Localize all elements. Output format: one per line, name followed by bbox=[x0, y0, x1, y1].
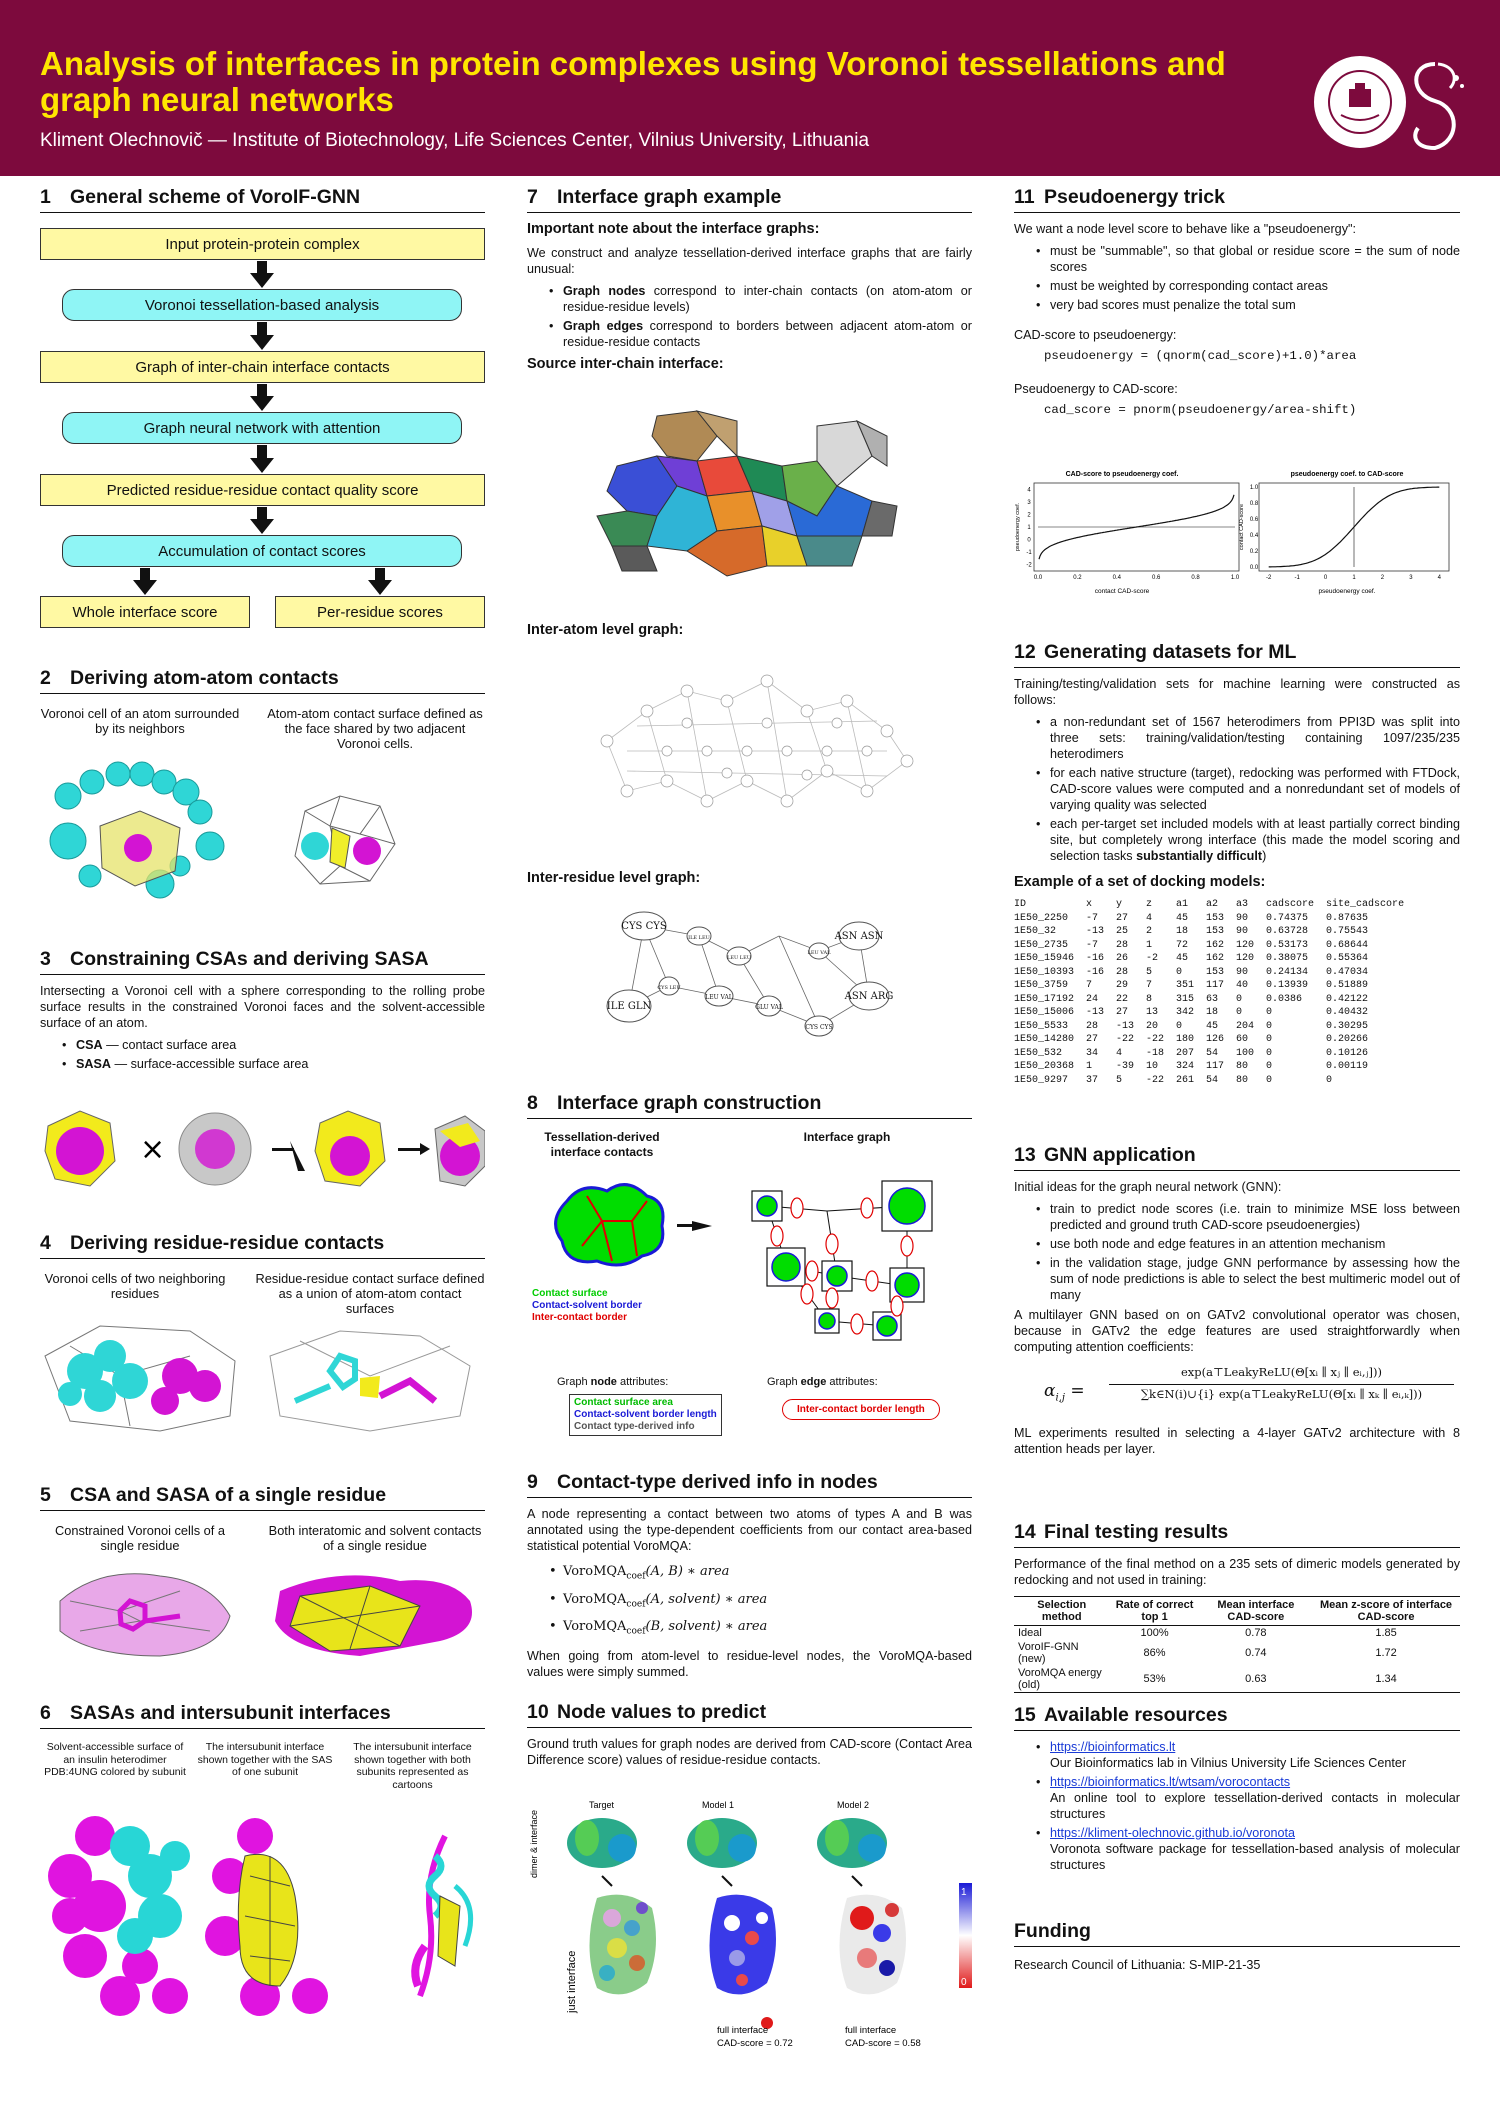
resource-item: • https://kliment-olechnovic.github.io/voronota Voronota software package for tessellation-based analysis of molecular structures bbox=[1014, 1825, 1460, 1873]
svg-text:contact CAD-score: contact CAD-score bbox=[1239, 503, 1245, 551]
y-tick-label: 0 bbox=[1027, 537, 1031, 544]
subheading: Example of a set of docking models: bbox=[1014, 874, 1266, 890]
voronoi-atom-figure bbox=[40, 756, 485, 906]
caption-right: Atom-atom contact surface defined as the face shared by two adjacent Voronoi cells. bbox=[267, 706, 483, 751]
scheme-box-predicted: Predicted residue-residue contact quality score bbox=[40, 474, 485, 506]
x-tick-label: 2 bbox=[1380, 575, 1385, 581]
table-row: 1E50_2735 -7 28 1 72 162 120 0.53173 0.68644 bbox=[1014, 939, 1369, 951]
scheme-box-accumulation: Accumulation of contact scores bbox=[62, 535, 462, 567]
section-text: A node representing a contact between two atoms of types A and B was annotated using the type-dependent coefficients from our contact area-based statistical potential VoroMQA: bbox=[527, 1507, 972, 1553]
plot-title: pseudoenergy coef. to CAD-score bbox=[1290, 471, 1404, 478]
bullet: • Graph edges correspond to borders between adjacent atom-atom or residue-residue contacts bbox=[527, 318, 972, 350]
x-tick-label: 0.8 bbox=[1191, 575, 1200, 581]
scheme-box-gnn: Graph neural network with attention bbox=[62, 412, 462, 444]
residue-node: CYS CYS bbox=[805, 1024, 833, 1031]
scheme-box-input: Input protein-protein complex bbox=[40, 228, 485, 260]
section-title: 15 Available resources bbox=[1014, 1704, 1460, 1731]
table-row: Ideal 100% 0.78 1.85 bbox=[1018, 1627, 1397, 1639]
svg-text:0: 0 bbox=[961, 1977, 967, 1988]
row-label: dimer & interface bbox=[529, 1809, 539, 1878]
plot-title: CAD-score to pseudoenergy coef. bbox=[1065, 471, 1179, 478]
inter-atom-graph bbox=[587, 651, 927, 821]
cad-caption: full interface bbox=[845, 2025, 897, 2036]
scheme-box-whole: Whole interface score bbox=[40, 596, 250, 628]
x-tick-label: 0.2 bbox=[1073, 575, 1082, 581]
subheading: Important note about the interface graphs: bbox=[527, 221, 820, 237]
bullet: • for each native structure (target), redocking was performed with FTDock, CAD-score values were computed and a nonredundant set of models of varying quality was selected bbox=[1014, 765, 1460, 813]
y-tick-label: 1.0 bbox=[1249, 485, 1259, 491]
resource-item: • https://bioinformatics.lt/wtsam/vorocontacts An online tool to explore tessellation-derived contacts in molecular structures bbox=[1014, 1774, 1460, 1822]
y-tick-label: 1 bbox=[1027, 525, 1031, 531]
section-7 bbox=[527, 186, 972, 380]
table-row: 1E50_5533 28 -13 20 0 45 204 0 0.30295 bbox=[1014, 1020, 1369, 1032]
bullet: • a non-redundant set of 1567 heterodimers from PPI3D was split into three sets: training/validation/testing containing 1097/235/235 heterodimers bbox=[1014, 714, 1460, 762]
section-title: 13 GNN application bbox=[1014, 1144, 1460, 1171]
single-residue-figure bbox=[40, 1561, 485, 1661]
construction-figure bbox=[527, 1166, 972, 1341]
node-attr-box: Contact surface area Contact-solvent border length Contact type-derived info bbox=[569, 1394, 722, 1436]
x-tick-label: 1 bbox=[1352, 575, 1356, 581]
y-tick-label: 4 bbox=[1027, 487, 1031, 494]
bullet: • in the validation stage, judge GNN performance by assessing how the sum of node predictions is able to select the best multimeric model out of many bbox=[1014, 1255, 1460, 1303]
x-tick-label: 4 bbox=[1437, 575, 1441, 581]
bullet: • SASA — surface-accessible surface area bbox=[40, 1056, 485, 1072]
subheading: Source inter-chain interface: bbox=[527, 356, 724, 372]
y-tick-label: 2 bbox=[1027, 512, 1031, 519]
section-2 bbox=[40, 667, 485, 702]
row-label: just interface bbox=[566, 1950, 578, 2013]
x-tick-label: -2 bbox=[1266, 575, 1272, 581]
caption-1: Solvent-accessible surface of an insulin heterodimer PDB:4UNG colored by subunit bbox=[44, 1741, 186, 1778]
gatv2-formula: $\alpha_{i,j}$ = exp(a⊤LeakyReLU(Θ[xᵢ ∥ xⱼ ∥ eᵢ,ⱼ])) ∑k∈N(i)∪{i} exp(a⊤LeakyReLU(Θ[xᵢ ∥ xₖ ∥ eᵢ,ₖ])) bbox=[1014, 1363, 1460, 1419]
section-title: 1 General scheme of VoroIF-GNN bbox=[40, 186, 485, 213]
col-label: Model 2 bbox=[837, 1800, 870, 1810]
formula: • VoroMQA$_{coef}$(A, B) ∗ area bbox=[527, 1562, 972, 1587]
section-text: Training/testing/validation sets for machine learning were constructed as follows: bbox=[1014, 677, 1460, 707]
x-tick-label: 0 bbox=[1323, 575, 1328, 581]
node-attr-label: Graph node attributes: bbox=[557, 1376, 669, 1388]
section-text: Intersecting a Voronoi cell with a sphere corresponding to the rolling probe surface results in the constrained Voronoi faces and the solvent-accessible surface of an atom. bbox=[40, 984, 485, 1030]
resource-link[interactable]: https://bioinformatics.lt/wtsam/vorocontacts bbox=[1050, 1775, 1291, 1789]
legend-inter-contact: Inter-contact border bbox=[532, 1312, 628, 1323]
caption-2: The intersubunit interface shown together with the SAS of one subunit bbox=[197, 1741, 333, 1778]
svg-text:pseudoenergy coef.: pseudoenergy coef. bbox=[1318, 588, 1376, 595]
scheme-arrows bbox=[40, 186, 485, 631]
x-tick-label: -1 bbox=[1294, 575, 1300, 581]
section-4 bbox=[40, 1232, 485, 1267]
residue-contacts-figure bbox=[40, 1316, 485, 1436]
funding-section bbox=[1014, 1920, 1460, 1973]
section-text-3: ML experiments resulted in selecting a 4-layer GATv2 architecture with 8 attention heads per layer. bbox=[1014, 1426, 1460, 1456]
bullet: • must be weighted by corresponding contact areas bbox=[1014, 278, 1460, 294]
caption-left: Voronoi cell of an atom surrounded by its neighbors bbox=[40, 706, 240, 736]
section-title: 7 Interface graph example bbox=[527, 186, 972, 213]
y-tick-label: -2 bbox=[1026, 562, 1032, 569]
table-row: 1E50_14280 27 -22 -22 180 126 60 0 0.20266 bbox=[1014, 1034, 1369, 1045]
scheme-box-per-residue: Per-residue scores bbox=[275, 596, 485, 628]
residue-node: ASN ARG bbox=[844, 991, 894, 1002]
section-text: Initial ideas for the graph neural network (GNN): bbox=[1014, 1180, 1282, 1194]
intersubunit-figure bbox=[40, 1796, 485, 2036]
y-tick-label: -1 bbox=[1026, 550, 1032, 556]
resource-link[interactable]: https://kliment-olechnovic.github.io/voronota bbox=[1050, 1826, 1296, 1840]
table-row: 1E50_2250 -7 27 4 45 153 90 0.74375 0.87635 bbox=[1014, 912, 1369, 924]
cad-caption: CAD-score = 0.58 bbox=[845, 2038, 921, 2049]
constraining-figure bbox=[40, 1101, 485, 1196]
residue-node: ILE GLN bbox=[606, 1001, 652, 1012]
section-9 bbox=[527, 1471, 972, 1680]
label-1: CAD-score to pseudoenergy: bbox=[1014, 328, 1177, 342]
legend-contact-surface: Contact surface bbox=[532, 1288, 608, 1299]
col-label: Model 1 bbox=[702, 1800, 735, 1810]
table-row: 1E50_3759 7 29 7 351 117 40 0.13939 0.51889 bbox=[1014, 980, 1369, 991]
residue-node: ASN ASN bbox=[834, 931, 884, 942]
section-title: 6 SASAs and intersubunit interfaces bbox=[40, 1702, 485, 1729]
bullet: • very bad scores must penalize the total sum bbox=[1014, 297, 1460, 313]
residue-node: CYS CYS bbox=[621, 921, 667, 932]
pseudoenergy-plots bbox=[1014, 466, 1460, 596]
caption-left: Constrained Voronoi cells of a single residue bbox=[54, 1523, 225, 1553]
cad-caption: full interface bbox=[717, 2025, 769, 2036]
section-3 bbox=[40, 948, 485, 1076]
section-text-2: A multilayer GNN based on on GATv2 convolutional operator was chosen, because in GATv2 the edge features are used straightforwardly when computing attention coefficients: bbox=[1014, 1308, 1460, 1354]
section-text: Ground truth values for graph nodes are derived from CAD-score (Contact Area Difference score) values of residue-residue contacts. bbox=[527, 1737, 972, 1767]
code-2: cad_score = pnorm(pseudoenergy/area-shift) bbox=[1044, 403, 1357, 417]
residue-node: LEU LEU bbox=[727, 955, 751, 961]
section-title: 9 Contact-type derived info in nodes bbox=[527, 1471, 972, 1498]
bullet: • CSA — contact surface area bbox=[40, 1037, 485, 1053]
section-text: Performance of the final method on a 235 sets of dimeric models generated by redocking and not used in training: bbox=[1014, 1557, 1460, 1587]
label-2: Pseudoenergy to CAD-score: bbox=[1014, 382, 1178, 396]
svg-text:×: × bbox=[140, 1132, 166, 1167]
source-interface-figure bbox=[587, 406, 907, 581]
table-row: 1E50_15946 -16 26 -2 45 162 120 0.38075 0.55364 bbox=[1014, 953, 1369, 964]
table-row: VoroMQA energy (old) 53% 0.63 1.34 bbox=[1014, 1666, 1460, 1693]
section-8 bbox=[527, 1092, 972, 1127]
y-tick-label: 0.2 bbox=[1249, 549, 1259, 555]
code-1: pseudoenergy = (qnorm(cad_score)+1.0)*area bbox=[1044, 349, 1357, 363]
inter-residue-graph bbox=[599, 896, 899, 1046]
table-row: 1E50_32 -13 25 2 18 153 90 0.63728 0.75543 bbox=[1014, 926, 1369, 937]
residue-node: LEU VAL bbox=[705, 994, 733, 1001]
docking-table bbox=[1014, 912, 1460, 1088]
section-15 bbox=[1014, 1704, 1460, 1877]
funding-text: Research Council of Lithuania: S-MIP-21-35 bbox=[1014, 1958, 1261, 1972]
legend-contact-solvent: Contact-solvent border bbox=[532, 1300, 643, 1311]
node-values-figure bbox=[527, 1798, 972, 2053]
section-12 bbox=[1014, 641, 1460, 1087]
table-row: 1E50_15006 -13 27 13 342 18 0 0 0.40432 bbox=[1014, 1007, 1369, 1018]
vilnius-university-logo bbox=[1311, 53, 1409, 151]
col-label: Target bbox=[589, 1800, 615, 1810]
caption-right: Residue-residue contact surface defined as a union of atom-atom contact surfaces bbox=[255, 1271, 485, 1316]
bullet: • Graph nodes correspond to inter-chain contacts (on atom-atom or residue-residue levels) bbox=[527, 283, 972, 315]
caption-3: The intersubunit interface shown together with both subunits represented as cartoons bbox=[353, 1741, 472, 1791]
section-title: 5 CSA and SASA of a single residue bbox=[40, 1484, 485, 1511]
section-title: 2 Deriving atom-atom contacts bbox=[40, 667, 485, 694]
y-tick-label: 0.6 bbox=[1249, 517, 1259, 523]
section-title: 8 Interface graph construction bbox=[527, 1092, 972, 1119]
section-11 bbox=[1014, 186, 1460, 417]
section-text: We construct and analyze tessellation-derived interface graphs that are fairly unusual: bbox=[527, 246, 972, 276]
y-tick-label: 0.8 bbox=[1249, 501, 1259, 507]
section-title: 11 Pseudoenergy trick bbox=[1014, 186, 1460, 213]
edge-attr-label: Graph edge attributes: bbox=[767, 1376, 878, 1388]
section-title: 3 Constraining CSAs and deriving SASA bbox=[40, 948, 485, 975]
svg-text:1: 1 bbox=[961, 1887, 967, 1898]
bullet: • must be "summable", so that global or residue score = the sum of node scores bbox=[1014, 243, 1460, 275]
docking-table-header: ID x y z a1 a2 a3 cadscore site_cadscore bbox=[1014, 899, 1405, 910]
svg-text:pseudoenergy coef.: pseudoenergy coef. bbox=[1015, 502, 1021, 552]
formula: • VoroMQA$_{coef}$(A, solvent) ∗ area bbox=[527, 1590, 972, 1615]
edge-attr-box: Inter-contact border length bbox=[782, 1399, 940, 1420]
formula: • VoroMQA$_{coef}$(B, solvent) ∗ area bbox=[527, 1617, 972, 1642]
poster-author: Kliment Olechnovič — Institute of Biotechnology, Life Sciences Center, Vilnius University, Lithuania bbox=[40, 130, 870, 151]
cad-caption: CAD-score = 0.72 bbox=[717, 2038, 793, 2049]
caption-right: Both interatomic and solvent contacts of a single residue bbox=[268, 1523, 482, 1553]
table-row: 1E50_10393 -16 28 5 0 153 90 0.24134 0.47034 bbox=[1014, 966, 1369, 978]
svg-text:contact CAD-score: contact CAD-score bbox=[1094, 588, 1150, 595]
residue-node: CYS LEU bbox=[657, 985, 681, 991]
section-title: 14 Final testing results bbox=[1014, 1521, 1460, 1548]
caption-left: Voronoi cells of two neighboring residues bbox=[44, 1271, 226, 1301]
y-tick-label: 0.4 bbox=[1249, 533, 1259, 539]
section-6 bbox=[40, 1702, 485, 1737]
lsc-logo bbox=[1400, 56, 1470, 156]
section-14 bbox=[1014, 1521, 1460, 1693]
section-text-2: When going from atom-level to residue-level nodes, the VoroMQA-based values were simply summed. bbox=[527, 1648, 972, 1679]
x-tick-label: 0.4 bbox=[1112, 575, 1121, 581]
residue-node: LEU VAL bbox=[807, 950, 831, 956]
x-tick-label: 0.0 bbox=[1033, 575, 1043, 581]
section-text: We want a node level score to behave like a "pseudoenergy": bbox=[1014, 222, 1356, 236]
table-row: 1E50_532 34 4 -18 207 54 100 0 0.10126 bbox=[1014, 1047, 1369, 1059]
cad-color-scale bbox=[959, 1883, 972, 1988]
poster-title: Analysis of interfaces in protein complexes using Voronoi tessellations and graph neural networks bbox=[40, 45, 1226, 118]
scheme-box-graph: Graph of inter-chain interface contacts bbox=[40, 351, 485, 383]
bullet: • train to predict node scores (i.e. train to minimize MSE loss between predicted and ground truth CAD-score pseudoenergies) bbox=[1014, 1201, 1460, 1233]
section-title: Funding bbox=[1014, 1920, 1460, 1947]
bullet: • each per-target set included models with at least partially correct binding site, but completely wrong interface (this made the model scoring and selection tasks substantially difficult) bbox=[1014, 816, 1460, 864]
section-title: 12 Generating datasets for ML bbox=[1014, 641, 1460, 668]
resource-item: • https://bioinformatics.lt Our Bioinformatics lab in Vilnius University Life Sciences Center bbox=[1014, 1739, 1460, 1771]
results-table: Selection method Rate of correct top 1 Mean interface CAD-score Mean z-score of interface CAD-score Ideal 100% 0.78 1.85 VoroIF-GNN (new) 86% 0.74 1.72 VoroMQA energy (old) 53% 0.63 1.34 bbox=[1014, 1596, 1460, 1693]
y-tick-label: 3 bbox=[1027, 500, 1031, 506]
section-10 bbox=[527, 1701, 972, 1768]
table-row: 1E50_17192 24 22 8 315 63 0 0.0386 0.42122 bbox=[1014, 993, 1369, 1005]
x-tick-label: 3 bbox=[1409, 575, 1413, 581]
residue-node: ILE LEU bbox=[688, 935, 710, 941]
construction-left-title: Tessellation-derived interface contacts bbox=[544, 1130, 660, 1159]
section-5 bbox=[40, 1484, 485, 1519]
construction-right-title: Interface graph bbox=[803, 1130, 891, 1144]
section-13 bbox=[1014, 1144, 1460, 1457]
table-row: VoroIF-GNN (new) 86% 0.74 1.72 bbox=[1018, 1641, 1397, 1665]
x-tick-label: 1.0 bbox=[1230, 575, 1240, 581]
subheading: Inter-atom level graph: bbox=[527, 622, 684, 638]
subheading: Inter-residue level graph: bbox=[527, 870, 701, 886]
bullet: • use both node and edge features in an attention mechanism bbox=[1014, 1236, 1460, 1252]
residue-node: GLU VAL bbox=[755, 1004, 783, 1011]
x-tick-label: 0.6 bbox=[1152, 575, 1161, 581]
poster-header bbox=[0, 0, 1500, 176]
table-row: 1E50_9297 37 5 -22 261 54 80 0 0 bbox=[1014, 1074, 1333, 1086]
section-title: 4 Deriving residue-residue contacts bbox=[40, 1232, 485, 1259]
resource-link[interactable]: https://bioinformatics.lt bbox=[1050, 1740, 1176, 1754]
section-title: 10 Node values to predict bbox=[527, 1701, 972, 1728]
scheme-box-voronoi: Voronoi tessellation-based analysis bbox=[62, 289, 462, 321]
y-tick-label: 0.0 bbox=[1249, 565, 1259, 571]
table-row: 1E50_20368 1 -39 10 324 117 80 0 0.00119 bbox=[1014, 1061, 1369, 1072]
